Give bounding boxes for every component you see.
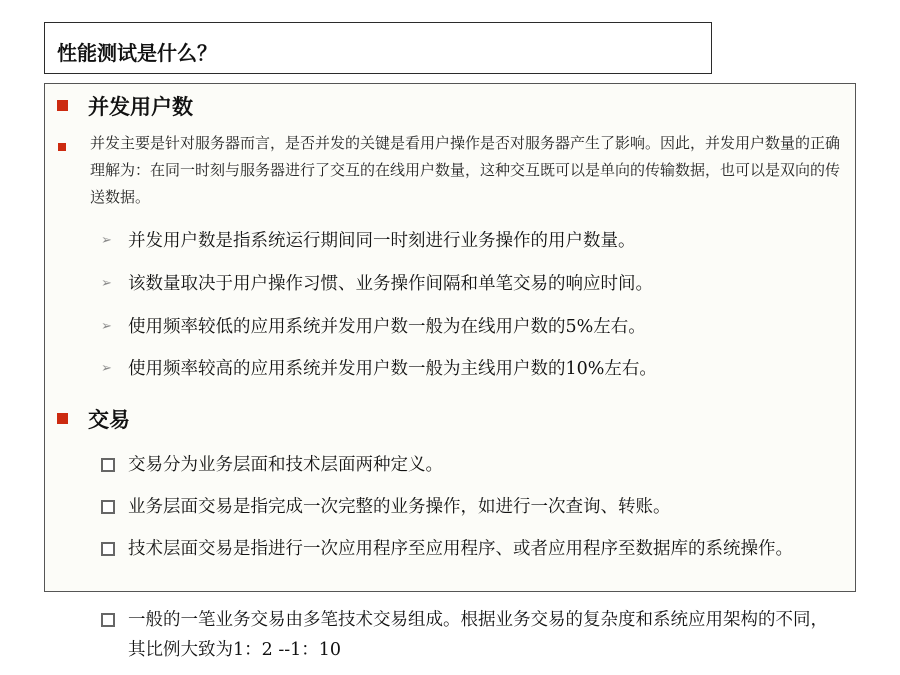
page-title: 性能测试是什么？: [57, 41, 217, 65]
hollow-square-icon: [101, 613, 115, 627]
section-heading-transaction: 交易: [88, 408, 130, 432]
list-item: 使用频率较高的应用系统并发用户数一般为主线用户数的10%左右。: [128, 359, 657, 379]
list-item: 一般的一笔业务交易由多笔技术交易组成。根据业务交易的复杂度和系统应用架构的不同，其比例大致为1：2 --1：10: [128, 610, 828, 660]
section-heading-concurrent-users: 并发用户数: [88, 95, 193, 119]
arrow-right-icon: ➢: [101, 319, 112, 334]
hollow-square-icon: [101, 542, 115, 556]
section-bullet-icon: [57, 413, 68, 424]
paragraph-bullet-icon: [58, 143, 66, 151]
title-box: [44, 22, 712, 74]
list-item: 使用频率较低的应用系统并发用户数一般为在线用户数的5%左右。: [128, 317, 646, 337]
list-item: 该数量取决于用户操作习惯、业务操作间隔和单笔交易的响应时间。: [128, 274, 653, 294]
list-item: 技术层面交易是指进行一次应用程序至应用程序、或者应用程序至数据库的系统操作。: [128, 539, 793, 559]
list-item: 并发用户数是指系统运行期间同一时刻进行业务操作的用户数量。: [128, 231, 636, 251]
arrow-right-icon: ➢: [101, 276, 112, 291]
concurrent-users-paragraph: 并发主要是针对服务器而言，是否并发的关键是看用户操作是否对服务器产生了影响。因此，并发用户数量的正确理解为：在同一时刻与服务器进行了交互的在线用户数量，这种交互既可以是单向的传输数据，也可以是双向的传送数据。: [90, 134, 841, 206]
list-item: 业务层面交易是指完成一次完整的业务操作，如进行一次查询、转账。: [128, 497, 671, 517]
arrow-right-icon: ➢: [101, 233, 112, 248]
section-bullet-icon: [57, 100, 68, 111]
list-item: 交易分为业务层面和技术层面两种定义。: [128, 455, 443, 475]
hollow-square-icon: [101, 500, 115, 514]
arrow-right-icon: ➢: [101, 361, 112, 376]
hollow-square-icon: [101, 458, 115, 472]
